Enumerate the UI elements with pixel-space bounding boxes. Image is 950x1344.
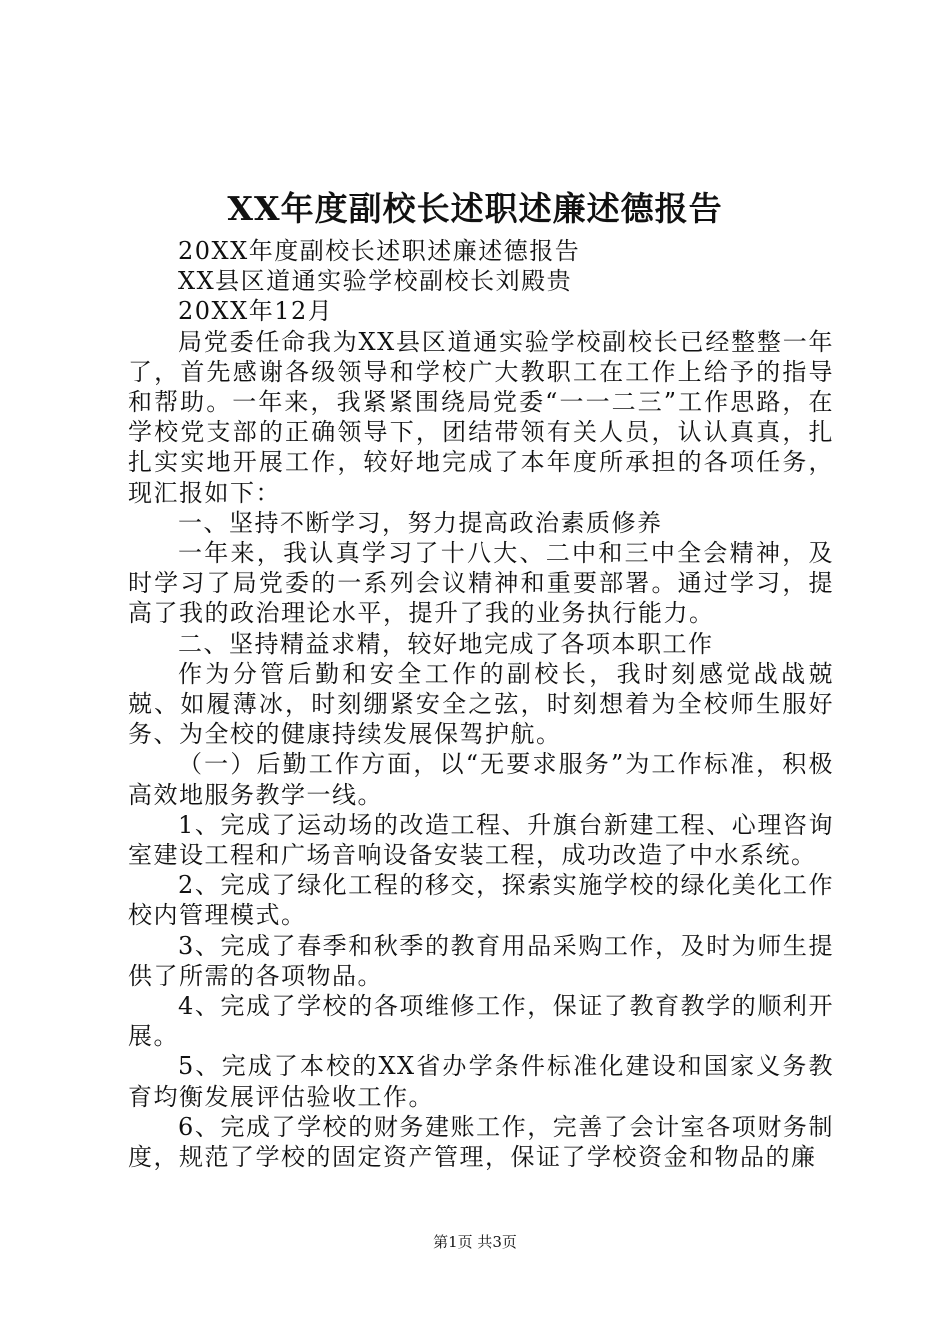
- header-line-date: 20XX年12月: [178, 297, 334, 326]
- document-body: [128, 236, 834, 1172]
- list-item-1: 1、完成了运动场的改造工程、升旗台新建工程、心理咨询室建设工程和广场音响设备安装工程，成功改造了中水系统。: [128, 810, 834, 870]
- subsection-heading-logistics: （一）后勤工作方面，以“无要求服务”为工作标准，积极高效地服务教学一线。: [128, 750, 834, 809]
- list-item-6: 6、完成了学校的财务建账工作，完善了会计室各项财务制度，规范了学校的固定资产管理，保证了学校资金和物品的廉: [128, 1112, 834, 1172]
- list-item-4: 4、完成了学校的各项维修工作，保证了教育教学的顺利开展。: [128, 992, 834, 1051]
- paragraph-study: 一年来，我认真学习了十八大、二中和三中全会精神，及时学习了局党委的一系列会议精神和重要部署。通过学习，提高了我的政治理论水平，提升了我的业务执行能力。: [128, 539, 834, 628]
- paragraph-intro: 局党委任命我为XX县区道通实验学校副校长已经整整一年了，首先感谢各级领导和学校广大教职工在工作上给予的指导和帮助。一年来，我紧紧围绕局党委“一一二三”工作思路，在学校党支部的正确领导下，团结带领有关人员，认认真真，扎扎实实地开展工作，较好地完成了本年度所承担的各项任务，现汇报如下：: [128, 327, 834, 507]
- section-heading-2: 二、坚持精益求精，较好地完成了各项本职工作: [178, 629, 714, 658]
- section-heading-1: 一、坚持不断学习，努力提高政治素质修养: [178, 508, 663, 537]
- header-line-author: XX县区道通实验学校副校长刘殿贵: [178, 267, 573, 296]
- page-footer: 第1页 共3页: [433, 1233, 517, 1251]
- document-title: XX年度副校长述职述廉述德报告: [227, 189, 723, 228]
- list-item-5: 5、完成了本校的XX省办学条件标准化建设和国家义务教育均衡发展评估验收工作。: [128, 1052, 834, 1111]
- paragraph-duties: 作为分管后勤和安全工作的副校长，我时刻感觉战战兢兢、如履薄冰，时刻绷紧安全之弦，时刻想着为全校师生服好务、为全校的健康持续发展保驾护航。: [128, 659, 834, 749]
- list-item-2: 2、完成了绿化工程的移交，探索实施学校的绿化美化工作校内管理模式。: [128, 871, 834, 930]
- header-line-report-title: 20XX年度副校长述职述廉述德报告: [178, 237, 581, 265]
- list-item-3: 3、完成了春季和秋季的教育用品采购工作，及时为师生提供了所需的各项物品。: [128, 931, 834, 990]
